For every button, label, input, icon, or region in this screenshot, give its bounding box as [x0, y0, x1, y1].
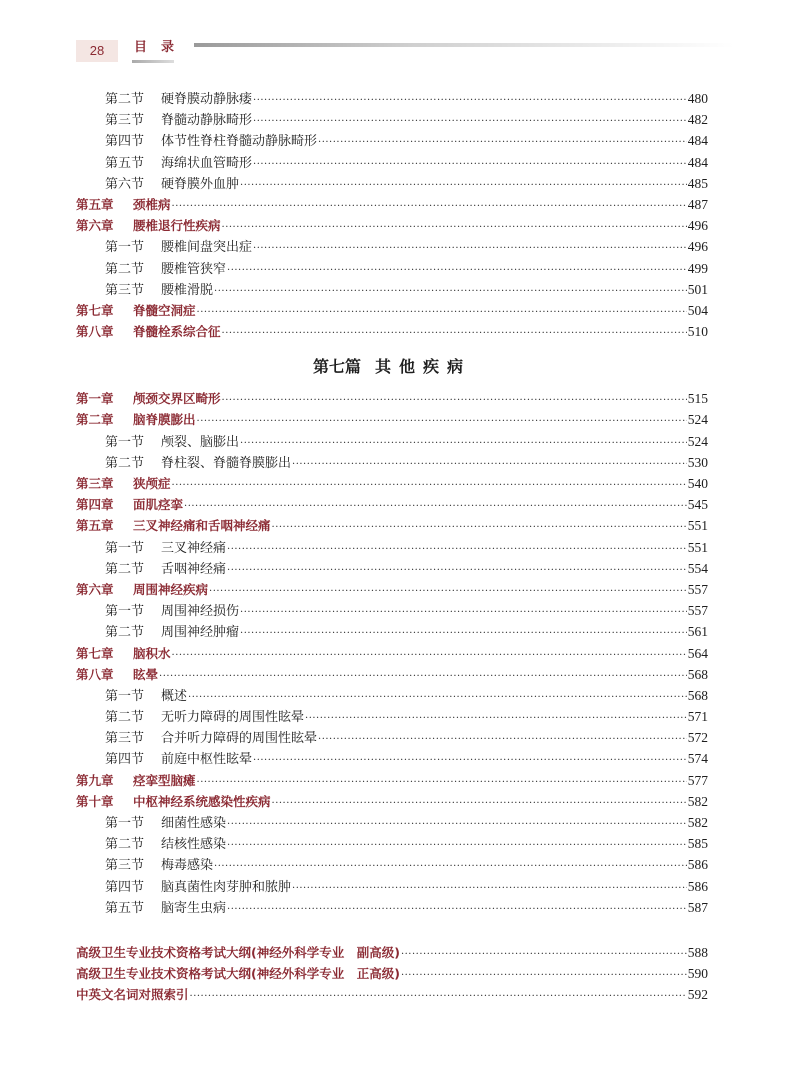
page-number: 530	[687, 454, 708, 470]
dot-leader	[227, 560, 687, 581]
page-number: 524	[687, 433, 708, 449]
page-number: 590	[687, 966, 708, 982]
dot-leader	[159, 666, 687, 687]
page-number: 557	[687, 581, 708, 597]
entry-title: 结核性感染	[161, 837, 227, 853]
chapter-number: 第五章	[76, 196, 114, 212]
section-number: 第四节	[105, 134, 145, 150]
page-number: 586	[687, 857, 708, 873]
page-number: 501	[687, 281, 708, 297]
dot-leader	[197, 772, 687, 793]
page-header	[76, 40, 736, 64]
page-number: 557	[687, 603, 708, 619]
entry-title: 中英文名词对照索引	[76, 987, 189, 1003]
entry-title: 海绵状血管畸形	[161, 155, 253, 171]
chapter-number: 第三章	[76, 476, 114, 491]
toc-section-entry[interactable]	[76, 173, 708, 194]
chapter-number: 第六章	[76, 218, 114, 234]
toc-appendix-entry[interactable]	[76, 963, 708, 984]
entry-title: 狭颅症	[133, 476, 171, 491]
entry-title: 三叉神经痛	[161, 540, 227, 556]
page-number: 499	[687, 260, 708, 276]
entry-title: 中枢神经系统感染性疾病	[133, 793, 271, 809]
toc-chapter-entry[interactable]	[76, 473, 708, 494]
toc-chapter-entry[interactable]	[76, 494, 708, 515]
page-number-badge: 28	[76, 40, 118, 62]
dot-leader	[188, 687, 687, 708]
toc-section-entry[interactable]	[76, 685, 708, 706]
toc-appendix-entry[interactable]	[76, 942, 708, 963]
page-number: 551	[687, 539, 708, 555]
entry-title: 合并听力障碍的周围性眩晕	[161, 731, 318, 747]
toc-block-part6-continued	[76, 88, 708, 342]
toc-section-entry[interactable]	[76, 727, 708, 748]
page-number: 564	[687, 645, 708, 661]
page-number: 496	[687, 239, 708, 255]
toc-chapter-entry[interactable]	[76, 770, 708, 791]
page-number: 592	[687, 987, 708, 1003]
dot-leader	[197, 411, 687, 432]
dot-leader	[222, 390, 687, 411]
toc-section-entry[interactable]	[76, 621, 708, 642]
toc-section-entry[interactable]	[76, 431, 708, 452]
entry-title: 痉挛型脑瘫	[133, 772, 196, 788]
section-number: 第二节	[105, 92, 145, 107]
page-number: 588	[687, 944, 708, 960]
page-number: 485	[687, 175, 708, 191]
dot-leader	[184, 496, 687, 517]
section-number: 第二节	[105, 837, 145, 853]
entry-title: 腰椎间盘突出症	[161, 240, 253, 256]
page-number: 524	[687, 412, 708, 428]
table-of-contents	[76, 88, 708, 1006]
dot-leader	[253, 90, 687, 111]
page-number: 571	[687, 709, 708, 725]
toc-section-entry[interactable]	[76, 706, 708, 727]
dot-leader	[292, 454, 687, 475]
page-number: 484	[687, 133, 708, 149]
dot-leader	[318, 729, 687, 750]
entry-title: 无听力障碍的周围性眩晕	[161, 710, 305, 726]
dot-leader	[318, 132, 687, 153]
page-number: 496	[687, 218, 708, 234]
toc-section-entry[interactable]	[76, 854, 708, 875]
chapter-number: 第六章	[76, 581, 114, 597]
entry-title: 舌咽神经痛	[161, 561, 227, 577]
page-number: 504	[687, 302, 708, 318]
entry-title: 腰椎退行性疾病	[133, 218, 221, 234]
page-number: 510	[687, 324, 708, 340]
entry-title: 颅裂、脑膨出	[161, 434, 240, 450]
toc-chapter-entry[interactable]	[76, 215, 708, 236]
page-number: 582	[687, 815, 708, 830]
chapter-number: 第一章	[76, 391, 114, 407]
page-number: 572	[687, 730, 708, 746]
toc-chapter-entry[interactable]	[76, 579, 708, 600]
entry-title: 脑真菌性肉芽肿和脓肿	[161, 879, 292, 895]
dot-leader	[240, 433, 687, 454]
page-number: 577	[687, 772, 708, 788]
section-number: 第三节	[105, 113, 145, 129]
toc-chapter-entry[interactable]	[76, 409, 708, 430]
toc-section-entry[interactable]	[76, 452, 708, 473]
page-number: 545	[687, 497, 708, 513]
page-number: 568	[687, 666, 708, 682]
page-number: 587	[687, 899, 708, 915]
dot-leader	[214, 856, 687, 877]
dot-leader	[222, 217, 687, 238]
dot-leader	[227, 539, 687, 560]
toc-section-entry[interactable]	[76, 876, 708, 897]
page-number: 561	[687, 624, 708, 640]
dot-leader	[240, 602, 687, 623]
section-number: 第三节	[105, 858, 145, 874]
chapter-number: 第七章	[76, 645, 114, 661]
toc-section-entry[interactable]	[76, 897, 708, 918]
entry-title: 高级卫生专业技术资格考试大纲(神经外科学专业 副高级)	[76, 944, 400, 960]
section-number: 第三节	[105, 731, 145, 747]
section-number: 第一节	[105, 816, 145, 831]
page-number: 554	[687, 560, 708, 576]
toc-section-entry[interactable]	[76, 812, 708, 833]
entry-title: 周围神经肿瘤	[161, 625, 240, 641]
toc-section-entry[interactable]	[76, 88, 708, 109]
dot-leader	[172, 475, 687, 496]
chapter-number: 第八章	[76, 324, 114, 340]
dot-leader	[214, 281, 687, 302]
part-label: 第七篇	[312, 357, 361, 377]
dot-leader	[292, 878, 687, 899]
header-title: 目录	[134, 40, 189, 55]
toc-section-entry[interactable]	[76, 748, 708, 769]
section-number: 第一节	[105, 434, 145, 450]
toc-section-entry[interactable]	[76, 236, 708, 257]
entry-title: 脊髓动静脉畸形	[161, 113, 253, 129]
dot-leader	[227, 835, 687, 856]
entry-title: 周围神经疾病	[133, 581, 209, 597]
entry-title: 硬脊膜动静脉瘘	[161, 92, 253, 107]
chapter-number: 第七章	[76, 302, 114, 318]
section-number: 第二节	[105, 561, 145, 577]
section-number: 第四节	[105, 879, 145, 895]
toc-appendix-entry[interactable]	[76, 984, 708, 1005]
toc-section-entry[interactable]	[76, 537, 708, 558]
toc-chapter-entry[interactable]	[76, 791, 708, 812]
toc-chapter-entry[interactable]	[76, 664, 708, 685]
header-underline	[132, 60, 174, 63]
toc-section-entry[interactable]	[76, 558, 708, 579]
entry-title: 脑脊膜膨出	[133, 412, 196, 428]
page-number: 487	[687, 196, 708, 212]
section-number: 第二节	[105, 261, 145, 277]
entry-title: 前庭中枢性眩晕	[161, 752, 253, 768]
toc-chapter-entry[interactable]	[76, 515, 708, 536]
dot-leader	[240, 175, 687, 196]
page-number: 540	[687, 476, 708, 491]
dot-leader	[272, 793, 687, 814]
toc-section-entry[interactable]	[76, 600, 708, 621]
section-number: 第一节	[105, 240, 145, 256]
toc-section-entry[interactable]	[76, 152, 708, 173]
entry-title: 颅颈交界区畸形	[133, 391, 221, 407]
dot-leader	[209, 581, 687, 602]
entry-title: 腰椎滑脱	[161, 282, 214, 298]
page-number: 484	[687, 154, 708, 170]
section-number: 第二节	[105, 710, 145, 726]
section-number: 第三节	[105, 282, 145, 298]
entry-title: 细菌性感染	[161, 816, 227, 831]
section-number: 第六节	[105, 176, 145, 192]
chapter-number: 第九章	[76, 772, 114, 788]
entry-title: 梅毒感染	[161, 858, 214, 874]
chapter-number: 第十章	[76, 793, 114, 809]
dot-leader	[172, 196, 687, 217]
section-number: 第五节	[105, 900, 145, 916]
entry-title: 脊髓栓系综合征	[133, 324, 221, 340]
entry-title: 体节性脊柱脊髓动静脉畸形	[161, 134, 318, 150]
section-number: 第二节	[105, 455, 145, 471]
page-number: 482	[687, 112, 708, 128]
toc-chapter-entry[interactable]	[76, 300, 708, 321]
page-number: 585	[687, 836, 708, 852]
chapter-number: 第四章	[76, 497, 114, 513]
dot-leader	[222, 323, 687, 344]
section-number: 第二节	[105, 625, 145, 641]
entry-title: 硬脊膜外血肿	[161, 176, 240, 192]
dot-leader	[197, 302, 687, 323]
toc-chapter-entry[interactable]	[76, 388, 708, 409]
entry-title: 脑积水	[133, 645, 171, 661]
page-number: 574	[687, 751, 708, 767]
entry-title: 颈椎病	[133, 196, 171, 212]
dot-leader	[253, 238, 687, 259]
spacer	[76, 918, 708, 942]
section-number: 第五节	[105, 155, 145, 171]
dot-leader	[253, 111, 687, 132]
section-number: 第一节	[105, 540, 145, 556]
page-number: 586	[687, 878, 708, 894]
dot-leader	[401, 944, 687, 965]
entry-title: 腰椎管狭窄	[161, 261, 227, 277]
entry-title: 眩晕	[133, 666, 159, 682]
toc-chapter-entry[interactable]	[76, 321, 708, 342]
dot-leader	[227, 260, 687, 281]
part-title	[76, 346, 708, 388]
toc-chapter-entry[interactable]	[76, 643, 708, 664]
dot-leader	[240, 623, 687, 644]
toc-chapter-entry[interactable]	[76, 194, 708, 215]
entry-title: 脑寄生虫病	[161, 900, 227, 916]
toc-section-entry[interactable]	[76, 130, 708, 151]
dot-leader	[227, 899, 687, 920]
entry-title: 脊柱裂、脊髓脊膜膨出	[161, 455, 292, 471]
dot-leader	[172, 645, 687, 666]
section-number: 第四节	[105, 752, 145, 768]
dot-leader	[401, 965, 687, 986]
dot-leader	[253, 154, 687, 175]
toc-section-entry[interactable]	[76, 258, 708, 279]
page-number: 551	[687, 518, 708, 534]
chapter-number: 第五章	[76, 518, 114, 534]
toc-section-entry[interactable]	[76, 279, 708, 300]
entry-title: 概述	[161, 688, 188, 704]
toc-block-part7	[76, 388, 708, 918]
page-number: 582	[687, 793, 708, 809]
chapter-number: 第八章	[76, 666, 114, 682]
entry-title: 高级卫生专业技术资格考试大纲(神经外科学专业 正高级)	[76, 966, 400, 982]
entry-title: 面肌痉挛	[133, 497, 184, 513]
dot-leader	[272, 517, 687, 538]
dot-leader	[305, 708, 687, 729]
toc-section-entry[interactable]	[76, 833, 708, 854]
section-number: 第一节	[105, 604, 145, 620]
toc-section-entry[interactable]	[76, 109, 708, 130]
entry-title: 周围神经损伤	[161, 604, 240, 620]
entry-title: 三叉神经痛和舌咽神经痛	[133, 518, 271, 534]
section-number: 第一节	[105, 688, 145, 704]
page-number: 480	[687, 91, 708, 106]
dot-leader	[227, 814, 687, 835]
chapter-number: 第二章	[76, 412, 114, 428]
toc-block-appendix	[76, 942, 708, 1006]
header-rule	[194, 43, 734, 47]
page-number: 568	[687, 687, 708, 703]
dot-leader	[253, 750, 687, 771]
entry-title: 脊髓空洞症	[133, 302, 196, 318]
part-name: 其他疾病	[375, 357, 472, 377]
dot-leader	[190, 986, 687, 1007]
page-number: 515	[687, 391, 708, 407]
